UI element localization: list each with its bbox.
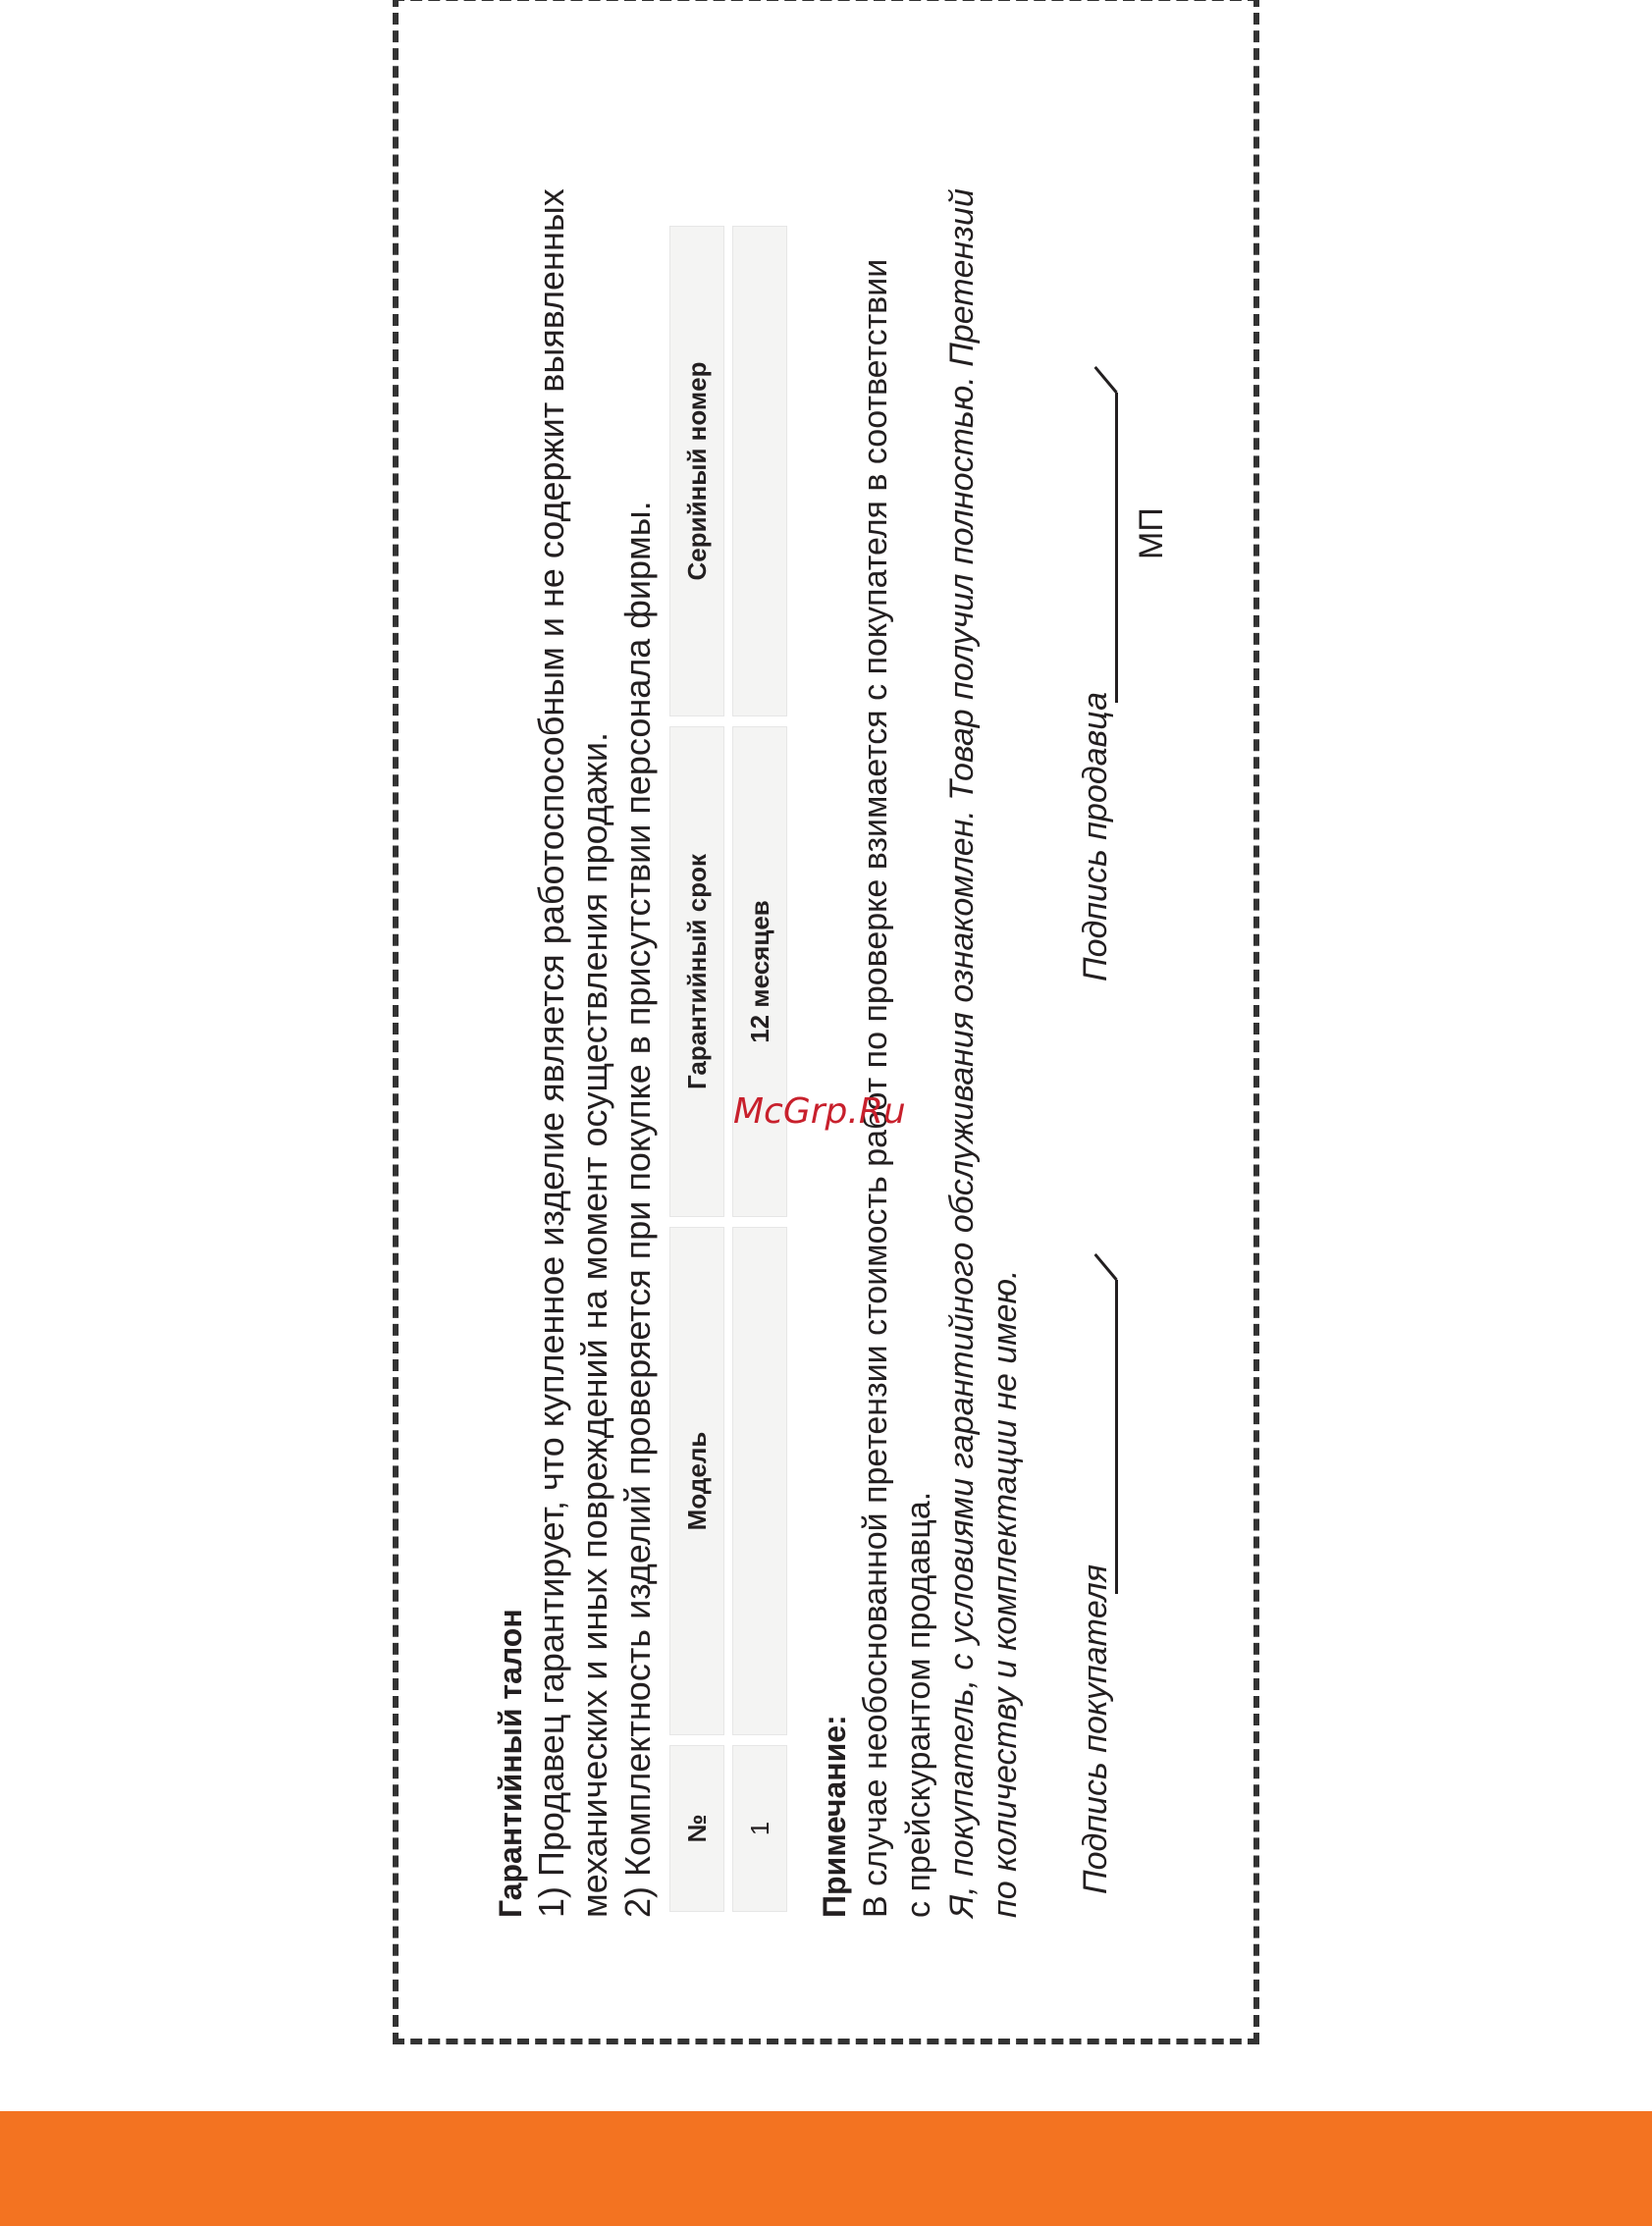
buyer-signature-tick [1093, 1253, 1117, 1281]
statement-line: Я, покупатель, с условиями гарантийного обслуживания ознакомлен. Товар получил полностью. Претензий [943, 188, 981, 1918]
seller-signature-label: Подпись продавца [1077, 692, 1114, 981]
site-watermark: McGrp.Ru [733, 1091, 906, 1132]
buyer-signature-line [1115, 1280, 1118, 1594]
product-table [669, 185, 803, 1912]
seller-signature-tick [1093, 366, 1117, 394]
header-cell-serial-number: Серийный номер [669, 226, 724, 716]
seller-signature-line [1115, 393, 1118, 703]
note-text [854, 73, 940, 1918]
header-cell-number: № [669, 1745, 724, 1912]
note-title: Примечание: [817, 1715, 852, 1918]
header-cell-warranty-period: Гарантийный срок [669, 726, 724, 1217]
terms-line: механических и иных повреждений на момент осуществления продажи. [574, 731, 614, 1918]
warranty-card-content [483, 0, 1170, 1924]
cell-serial-number [732, 226, 787, 716]
statement-line: по количеству и комплектации не имею. [986, 1269, 1024, 1918]
warranty-terms [530, 73, 660, 1918]
terms-line: 1) Продавец гарантирует, что купленное изделие является работоспособным и не содержит выявленных [531, 188, 571, 1918]
cell-model [732, 1227, 787, 1735]
cell-warranty-period: 12 месяцев [732, 726, 787, 1217]
card-title: Гарантийный талон [493, 1609, 528, 1918]
cell-number: 1 [732, 1745, 787, 1912]
note-line: В случае необоснованной претензии стоимость работ по проверке взимается с покупателя в соответствии [857, 258, 894, 1918]
buyer-statement [940, 73, 1027, 1918]
header-cell-model: Модель [669, 1227, 724, 1735]
terms-line: 2) Комплектность изделий проверяется при покупке в присутствии персонала фирмы. [617, 501, 658, 1918]
stamp-placeholder: МП [1133, 507, 1170, 559]
note-line: с прейскурантом продавца. [900, 1491, 937, 1918]
footer-accent-band [0, 2111, 1652, 2226]
buyer-signature-label: Подпись покупателя [1077, 1564, 1114, 1894]
